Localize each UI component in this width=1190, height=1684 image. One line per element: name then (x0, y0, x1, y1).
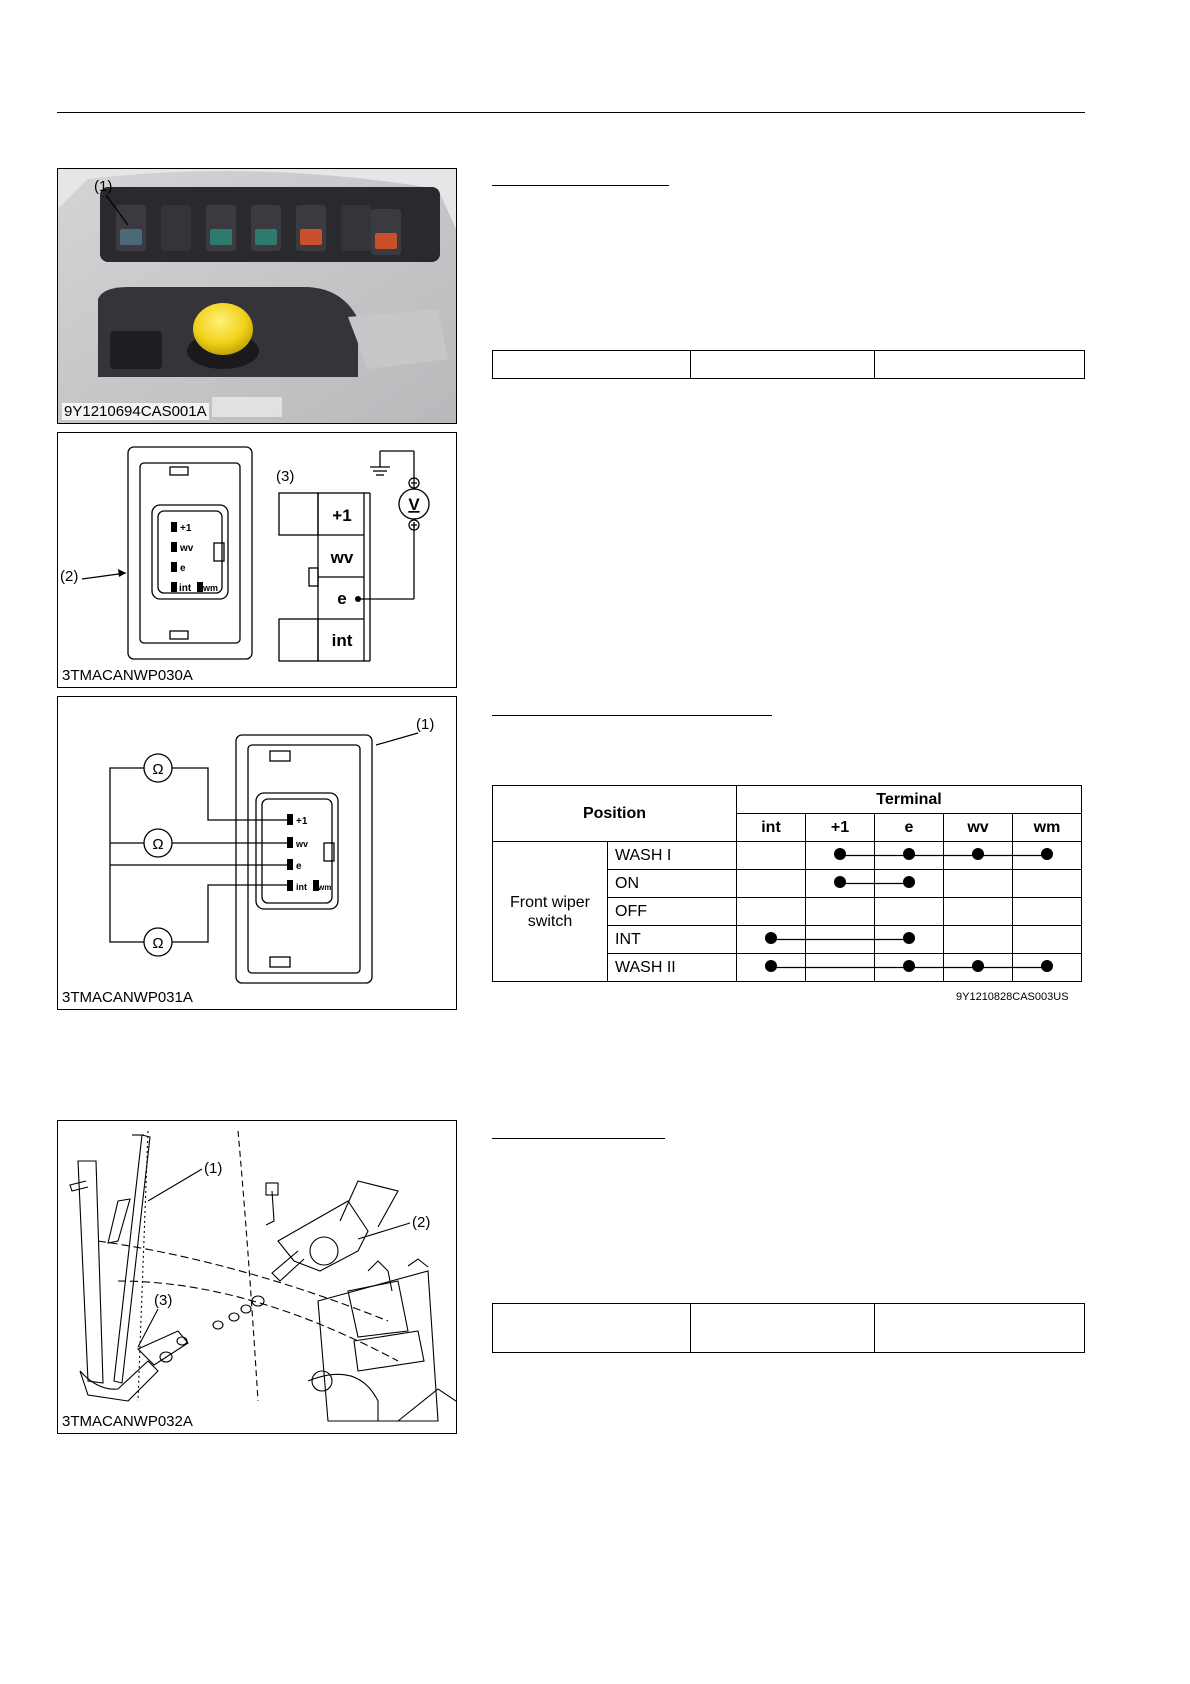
wiper-assembly-illustration (58, 1121, 456, 1433)
row-label: OFF (608, 898, 737, 926)
pin-label: wm (318, 883, 332, 892)
section-heading-rule (492, 715, 772, 716)
figure-wiper-assembly (57, 1120, 457, 1434)
callout-3: (3) (276, 468, 295, 485)
callout-3: (3) (154, 1292, 173, 1309)
pin-label: e (296, 861, 302, 872)
ohmmeter-symbol: Ω (152, 761, 164, 778)
figure-switch-panel-photo (57, 168, 457, 424)
section-heading-rule (492, 1138, 665, 1139)
row-label: WASH II (608, 954, 737, 982)
continuity-dot (972, 848, 984, 860)
ohmmeter-symbol: Ω (152, 836, 164, 853)
pin-label: wm (203, 583, 219, 593)
continuity-dot (834, 848, 846, 860)
table-row (493, 842, 1082, 870)
continuity-dot (1041, 848, 1053, 860)
figure-continuity-check (57, 696, 457, 1010)
pin-label: e (180, 563, 186, 574)
callout-1: (1) (204, 1160, 223, 1177)
pin-label: wv (180, 543, 194, 554)
terminal-label: int (331, 631, 353, 650)
continuity-diagram (58, 697, 456, 1009)
switch-panel-illustration (58, 169, 456, 423)
row-label: INT (608, 926, 737, 954)
row-label: WASH I (608, 842, 737, 870)
figure-caption: 3TMACANWP032A (62, 1413, 193, 1430)
header-rule (57, 112, 1085, 113)
continuity-dot (765, 960, 777, 972)
continuity-table (492, 785, 1082, 982)
figure-connector-voltage (57, 432, 457, 688)
voltmeter-symbol: V (408, 495, 420, 514)
continuity-dot (834, 876, 846, 888)
figure-caption: 9Y1210694CAS001A (64, 403, 207, 420)
section-heading-rule (492, 185, 669, 186)
pin-label: int (179, 583, 192, 594)
table-code: 9Y1210828CAS003US (956, 991, 1069, 1003)
figure-caption: 3TMACANWP031A (62, 989, 193, 1006)
continuity-dot (972, 960, 984, 972)
terminal-header: Terminal (737, 786, 1082, 814)
group-label: Front wiper switch (493, 842, 608, 982)
continuity-dot (903, 876, 915, 888)
spec-table-empty (492, 350, 1085, 379)
terminal-label: +1 (332, 506, 352, 525)
terminal-label: e (337, 589, 347, 608)
terminal-col-header: int (737, 814, 806, 842)
terminal-col-header: wv (944, 814, 1013, 842)
pin-label: wv (296, 839, 309, 849)
callout-1: (1) (416, 716, 435, 733)
spec-table-empty (492, 1303, 1085, 1353)
continuity-dot (903, 932, 915, 944)
callout-2: (2) (412, 1214, 431, 1231)
continuity-dot (1041, 960, 1053, 972)
ohmmeter-symbol: Ω (152, 935, 164, 952)
callout-2: (2) (60, 568, 79, 585)
terminal-col-header: e (875, 814, 944, 842)
terminal-col-header: +1 (806, 814, 875, 842)
pin-label: +1 (180, 523, 192, 534)
continuity-dot (765, 932, 777, 944)
position-header: Position (493, 786, 737, 842)
callout-1: (1) (94, 178, 113, 195)
figure-caption: 3TMACANWP030A (62, 667, 193, 684)
row-label: ON (608, 870, 737, 898)
terminal-label: wv (330, 548, 354, 567)
terminal-col-header: wm (1013, 814, 1082, 842)
continuity-dot (903, 960, 915, 972)
continuity-dot (903, 848, 915, 860)
pin-label: +1 (296, 816, 308, 827)
pin-label: int (296, 882, 307, 892)
connector-voltage-diagram (58, 433, 456, 687)
